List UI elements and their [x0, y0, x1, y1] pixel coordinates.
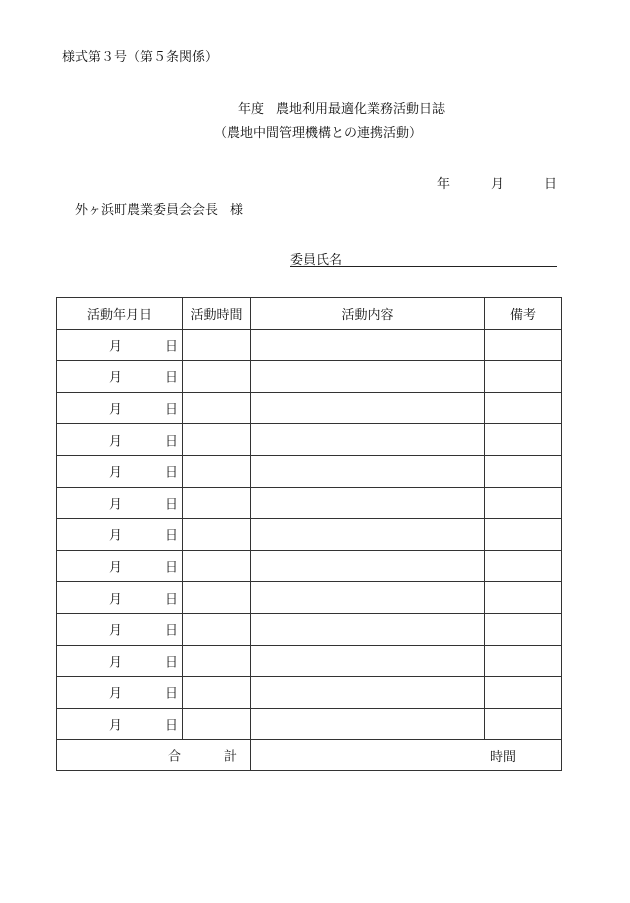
- remarks-cell[interactable]: [485, 708, 562, 740]
- month-label: 月: [109, 370, 123, 386]
- activity-date-cell[interactable]: [57, 455, 183, 487]
- total-row: [57, 740, 562, 771]
- title-year: 年度: [238, 102, 265, 117]
- document-subtitle: （農地中間管理機構との連携活動）: [214, 126, 423, 141]
- member-name-label: 委員氏名: [290, 253, 343, 268]
- day-label: 日: [165, 497, 179, 513]
- activity-content-cell[interactable]: [251, 455, 485, 487]
- remarks-cell[interactable]: [485, 582, 562, 614]
- month-label: 月: [109, 655, 123, 671]
- month-label: 月: [109, 623, 123, 639]
- month-label: 月: [109, 465, 123, 481]
- month-label: 月: [109, 560, 123, 576]
- month-label: 月: [109, 718, 123, 734]
- total-label-1: 合: [168, 749, 182, 765]
- activity-time-cell[interactable]: [183, 519, 251, 551]
- activity-date-cell[interactable]: [57, 550, 183, 582]
- activity-content-cell[interactable]: [251, 487, 485, 519]
- activity-date-cell[interactable]: [57, 487, 183, 519]
- activity-content-cell[interactable]: [251, 550, 485, 582]
- activity-date-cell[interactable]: [57, 582, 183, 614]
- activity-content-cell[interactable]: [251, 361, 485, 393]
- table-row: [57, 361, 562, 393]
- activity-content-cell[interactable]: [251, 582, 485, 614]
- table-row: [57, 424, 562, 456]
- activity-log-table: [56, 297, 562, 771]
- day-label: 日: [165, 718, 179, 734]
- table-row: [57, 613, 562, 645]
- remarks-cell[interactable]: [485, 519, 562, 551]
- form-number: 様式第３号（第５条関係）: [62, 50, 219, 65]
- activity-date-cell[interactable]: [57, 645, 183, 677]
- activity-date-cell[interactable]: [57, 329, 183, 361]
- activity-time-cell[interactable]: [183, 392, 251, 424]
- day-label: 日: [165, 592, 179, 608]
- total-unit: 時間: [489, 749, 516, 765]
- remarks-cell[interactable]: [485, 361, 562, 393]
- table-row: [57, 519, 562, 551]
- activity-time-cell[interactable]: [183, 424, 251, 456]
- activity-time-cell[interactable]: [183, 455, 251, 487]
- day-label: 日: [165, 528, 179, 544]
- month-label: 月: [109, 686, 123, 702]
- activity-time-cell[interactable]: [183, 582, 251, 614]
- remarks-cell[interactable]: [485, 613, 562, 645]
- month-label: 月: [109, 434, 123, 450]
- header-activity-content: 活動内容: [251, 298, 485, 330]
- activity-time-cell[interactable]: [183, 645, 251, 677]
- day-label: 日: [165, 370, 179, 386]
- remarks-cell[interactable]: [485, 677, 562, 709]
- activity-date-cell[interactable]: [57, 392, 183, 424]
- month-label: 月: [109, 339, 123, 355]
- total-hours-cell[interactable]: [251, 740, 562, 771]
- activity-date-cell[interactable]: [57, 361, 183, 393]
- remarks-cell[interactable]: [485, 550, 562, 582]
- activity-content-cell[interactable]: [251, 329, 485, 361]
- table-row: [57, 392, 562, 424]
- header-remarks: 備考: [485, 298, 562, 330]
- day-label: 日: [165, 339, 179, 355]
- table-header-row: [57, 298, 562, 330]
- table-row: [57, 550, 562, 582]
- month-label: 月: [109, 528, 123, 544]
- day-label: 日: [165, 655, 179, 671]
- activity-date-cell[interactable]: [57, 677, 183, 709]
- activity-time-cell[interactable]: [183, 361, 251, 393]
- activity-content-cell[interactable]: [251, 613, 485, 645]
- month-label: 月: [109, 497, 123, 513]
- total-label-cell: [57, 740, 251, 771]
- day-label: 日: [165, 465, 179, 481]
- activity-time-cell[interactable]: [183, 708, 251, 740]
- remarks-cell[interactable]: [485, 487, 562, 519]
- remarks-cell[interactable]: [485, 455, 562, 487]
- activity-content-cell[interactable]: [251, 392, 485, 424]
- document-title: [238, 102, 445, 118]
- table-row: [57, 582, 562, 614]
- header-activity-date: 活動年月日: [57, 298, 183, 330]
- day-label: 日: [165, 560, 179, 576]
- table-row: [57, 677, 562, 709]
- activity-time-cell[interactable]: [183, 487, 251, 519]
- activity-content-cell[interactable]: [251, 519, 485, 551]
- addressee-honorific: 様: [230, 203, 244, 218]
- date-year-label: 年: [437, 177, 451, 192]
- remarks-cell[interactable]: [485, 424, 562, 456]
- day-label: 日: [165, 623, 179, 639]
- day-label: 日: [165, 402, 179, 418]
- table-row: [57, 455, 562, 487]
- table-row: [57, 645, 562, 677]
- activity-date-cell[interactable]: [57, 519, 183, 551]
- activity-content-cell[interactable]: [251, 645, 485, 677]
- table-row: [57, 487, 562, 519]
- month-label: 月: [109, 402, 123, 418]
- title-main: 農地利用最適化業務活動日誌: [276, 102, 446, 117]
- date-month-label: 月: [491, 177, 505, 192]
- table-row: [57, 329, 562, 361]
- activity-content-cell[interactable]: [251, 424, 485, 456]
- day-label: 日: [165, 434, 179, 450]
- activity-time-cell[interactable]: [183, 677, 251, 709]
- remarks-cell[interactable]: [485, 645, 562, 677]
- activity-content-cell[interactable]: [251, 677, 485, 709]
- activity-content-cell[interactable]: [251, 708, 485, 740]
- addressee-name: 外ヶ浜町農業委員会会長: [75, 203, 219, 218]
- day-label: 日: [165, 686, 179, 702]
- activity-date-cell[interactable]: [57, 613, 183, 645]
- header-activity-time: 活動時間: [183, 298, 251, 330]
- activity-time-cell[interactable]: [183, 329, 251, 361]
- activity-date-cell[interactable]: [57, 708, 183, 740]
- month-label: 月: [109, 592, 123, 608]
- total-label-2: 計: [224, 749, 238, 765]
- member-name-field[interactable]: [290, 266, 557, 267]
- remarks-cell[interactable]: [485, 392, 562, 424]
- activity-time-cell[interactable]: [183, 613, 251, 645]
- remarks-cell[interactable]: [485, 329, 562, 361]
- activity-time-cell[interactable]: [183, 550, 251, 582]
- addressee: [75, 203, 243, 219]
- date-day-label: 日: [544, 177, 558, 192]
- activity-date-cell[interactable]: [57, 424, 183, 456]
- table-row: [57, 708, 562, 740]
